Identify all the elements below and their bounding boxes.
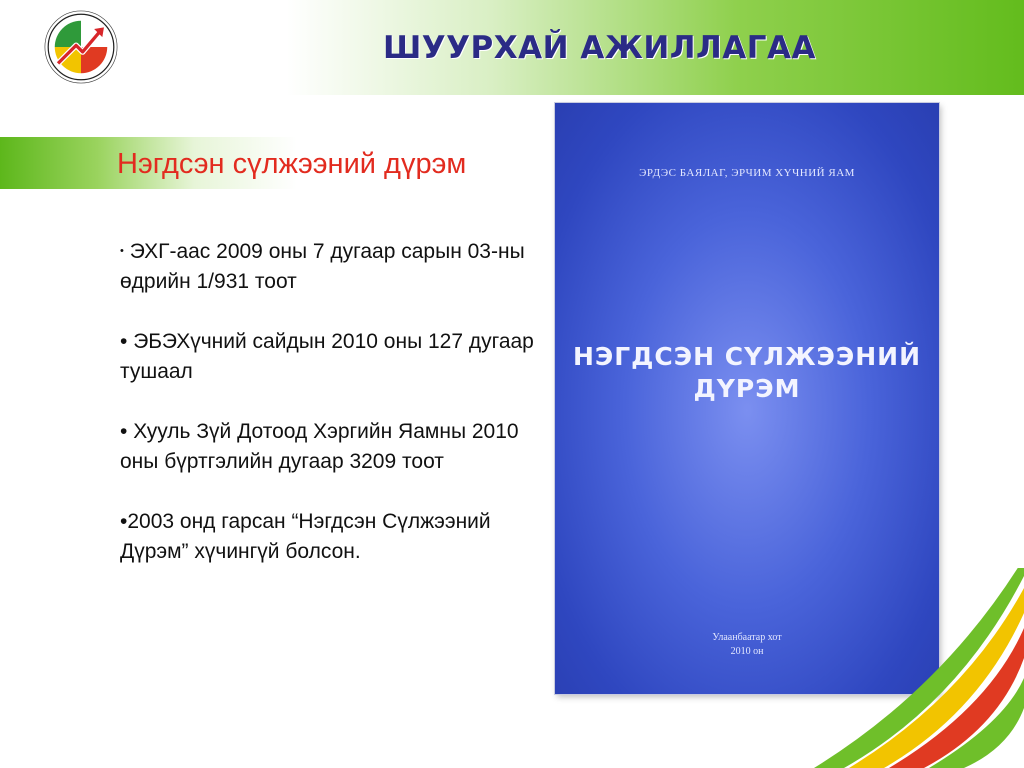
book-title-line1: НЭГДСЭН СҮЛЖЭЭНИЙ <box>572 342 922 371</box>
book-title-line2: ДҮРЭМ <box>693 374 801 403</box>
book-city: Улаанбаатар хот <box>712 632 782 643</box>
bullet-marker: • <box>120 330 128 353</box>
bullet-marker: • <box>120 245 124 257</box>
bullet-marker: • <box>120 510 128 533</box>
bullet-item <box>120 327 540 387</box>
slide-subtitle: Нэгдсэн сүлжээний дүрэм <box>117 148 467 180</box>
bullet-marker: • <box>120 420 128 443</box>
bullet-text: ЭХГ-аас 2009 оны 7 дугаар сарын 03-ны өдрийн 1/931 тоот <box>120 240 525 293</box>
dispatch-center-logo-icon <box>40 6 122 88</box>
bullet-text: Хууль Зүй Дотоод Хэргийн Яамны 2010 оны бүртгэлийн дугаар 3209 тоот <box>120 420 519 473</box>
book-year: 2010 он <box>730 646 764 657</box>
bullet-text: ЭБЭХүчний сайдын 2010 оны 127 дугаар тушаал <box>120 330 534 383</box>
book-ministry: ЭРДЭС БАЯЛАГ, ЭРЧИМ ХҮЧНИЙ ЯАМ <box>639 167 855 179</box>
bullet-item <box>120 507 540 567</box>
decorative-swoosh-icon <box>774 568 1024 768</box>
bullet-list <box>120 236 540 597</box>
bullet-item <box>120 417 540 477</box>
bullet-text: 2003 онд гарсан “Нэгдсэн Сүлжээний Дүрэм” хүчингүй болсон. <box>120 510 491 563</box>
bullet-item <box>120 236 540 297</box>
book-title <box>555 341 939 405</box>
page-title: ШУУРХАЙ АЖИЛЛАГАА <box>382 30 816 66</box>
